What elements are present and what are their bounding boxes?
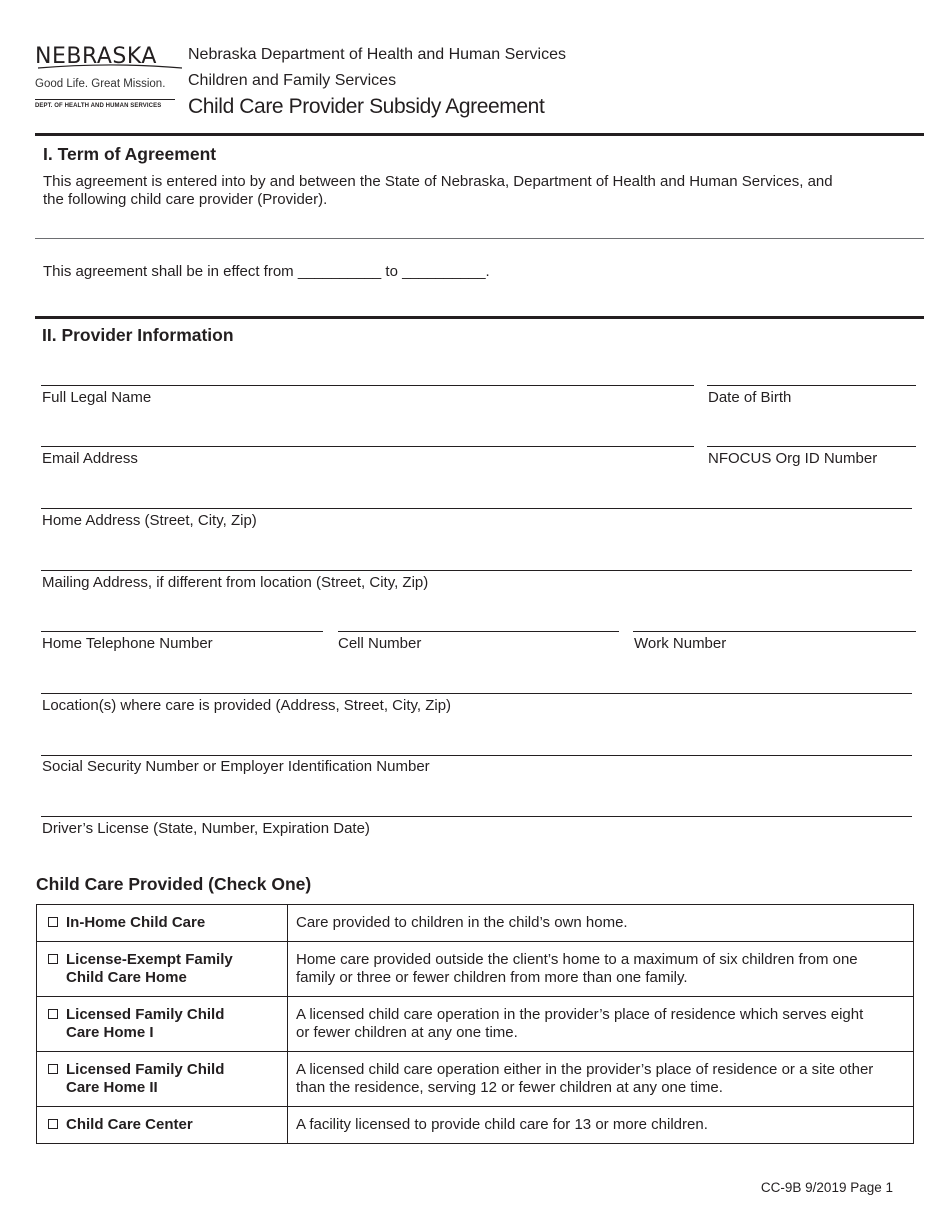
care-option-licensed-home-1[interactable]	[37, 997, 288, 1052]
description-line: Home care provided outside the client’s home to a maximum of six children from one	[296, 951, 858, 968]
option-label: Child Care Center	[66, 1116, 193, 1133]
table-row	[37, 905, 914, 942]
table-row	[37, 1052, 914, 1107]
option-label: Care Home I	[66, 1024, 154, 1041]
description-line: family or three or fewer children from more than one family.	[296, 969, 688, 986]
section1-intro-line2: the following child care provider (Provider).	[43, 191, 328, 208]
section-divider	[35, 316, 924, 319]
description-line: Care provided to children in the child’s own home.	[296, 914, 628, 931]
page-title: Child Care Provider Subsidy Agreement	[188, 95, 545, 118]
care-option-description	[288, 905, 914, 942]
logo-wordmark: NEBRASKA	[35, 44, 157, 69]
logo-tagline: Good Life. Great Mission.	[35, 78, 166, 90]
home-address-field[interactable]	[41, 508, 912, 509]
care-option-description	[288, 997, 914, 1052]
mailing-address-field[interactable]	[41, 570, 912, 571]
header-agency: Nebraska Department of Health and Human Services	[188, 46, 566, 63]
email-label: Email Address	[42, 450, 138, 467]
checkbox-icon[interactable]	[48, 917, 58, 927]
nfocus-field[interactable]	[707, 446, 916, 447]
care-option-description	[288, 1107, 914, 1144]
option-label: Licensed Family Child	[66, 1061, 225, 1078]
header-division: Children and Family Services	[188, 72, 397, 89]
section1-title: I. Term of Agreement	[43, 144, 217, 164]
ssn-ein-field[interactable]	[41, 755, 912, 756]
home-address-label: Home Address (Street, City, Zip)	[42, 512, 257, 529]
care-type-table	[36, 904, 914, 1144]
checkbox-icon[interactable]	[48, 1119, 58, 1129]
drivers-license-field[interactable]	[41, 816, 912, 817]
care-option-license-exempt[interactable]	[37, 942, 288, 997]
date-of-birth-field[interactable]	[707, 385, 916, 386]
full-legal-name-label: Full Legal Name	[42, 389, 152, 406]
section1-divider	[35, 238, 924, 239]
header-divider	[35, 133, 924, 136]
option-label: Child Care Home	[66, 969, 187, 986]
table-row	[37, 942, 914, 997]
option-label: Licensed Family Child	[66, 1006, 225, 1023]
logo-divider	[35, 99, 175, 100]
care-option-description	[288, 1052, 914, 1107]
logo-swoosh-icon	[36, 62, 186, 72]
cell-number-field[interactable]	[338, 631, 619, 632]
care-option-licensed-home-2[interactable]	[37, 1052, 288, 1107]
checkbox-icon[interactable]	[48, 1009, 58, 1019]
nfocus-label: NFOCUS Org ID Number	[708, 450, 878, 467]
care-locations-field[interactable]	[41, 693, 912, 694]
option-label: In-Home Child Care	[66, 914, 206, 931]
home-phone-field[interactable]	[41, 631, 323, 632]
home-phone-label: Home Telephone Number	[42, 635, 213, 652]
option-label: Care Home II	[66, 1079, 158, 1096]
full-legal-name-field[interactable]	[41, 385, 694, 386]
drivers-license-label: Driver’s License (State, Number, Expiration Date)	[42, 820, 370, 837]
work-number-label: Work Number	[634, 635, 727, 652]
section2-title: II. Provider Information	[42, 325, 234, 345]
description-line: A licensed child care operation either in the provider’s place of residence or a site other	[296, 1061, 874, 1078]
description-line: A licensed child care operation in the provider’s place of residence which serves eight	[296, 1006, 864, 1023]
form-id-footer: CC-9B 9/2019 Page 1	[760, 1180, 893, 1195]
care-option-in-home[interactable]	[37, 905, 288, 942]
care-type-title: Child Care Provided (Check One)	[36, 874, 312, 894]
checkbox-icon[interactable]	[48, 954, 58, 964]
work-number-field[interactable]	[633, 631, 916, 632]
description-line: A facility licensed to provide child care for 13 or more children.	[296, 1116, 708, 1133]
logo-dept: DEPT. OF HEALTH AND HUMAN SERVICES	[35, 103, 162, 109]
section1-intro-line1: This agreement is entered into by and between the State of Nebraska, Department of Health and Human Services, and	[43, 173, 833, 190]
care-locations-label: Location(s) where care is provided (Address, Street, City, Zip)	[42, 697, 452, 714]
description-line: than the residence, serving 12 or fewer children at any one time.	[296, 1079, 723, 1096]
email-field[interactable]	[41, 446, 694, 447]
date-of-birth-label: Date of Birth	[708, 389, 792, 406]
effective-dates-text: This agreement shall be in effect from __________ to __________.	[43, 263, 490, 280]
cell-number-label: Cell Number	[338, 635, 422, 652]
table-row	[37, 1107, 914, 1144]
mailing-address-label: Mailing Address, if different from location (Street, City, Zip)	[42, 574, 429, 591]
description-line: or fewer children at any one time.	[296, 1024, 518, 1041]
table-row	[37, 997, 914, 1052]
ssn-ein-label: Social Security Number or Employer Identification Number	[42, 758, 430, 775]
care-option-description	[288, 942, 914, 997]
checkbox-icon[interactable]	[48, 1064, 58, 1074]
care-option-center[interactable]	[37, 1107, 288, 1144]
option-label: License-Exempt Family	[66, 951, 233, 968]
